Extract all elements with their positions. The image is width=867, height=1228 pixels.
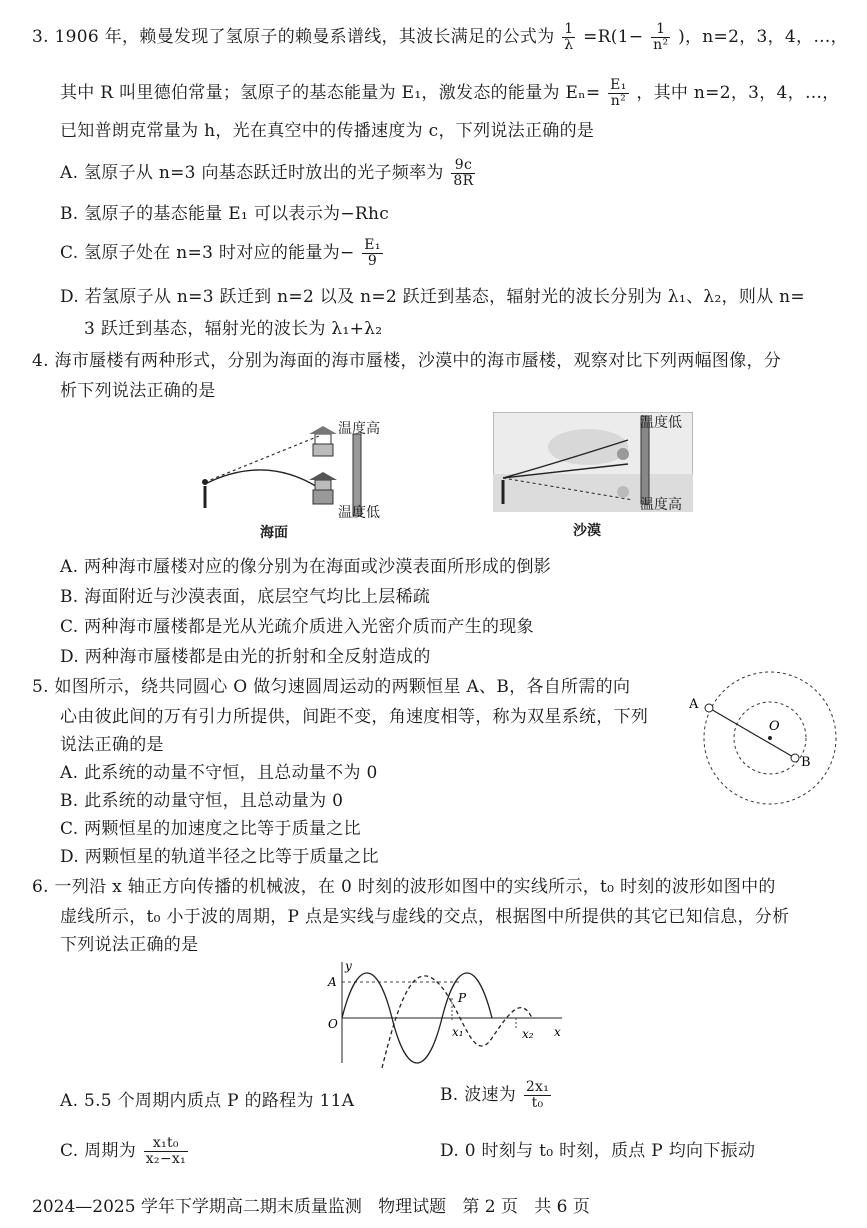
page-footer	[32, 1192, 590, 1217]
q5-option-b[interactable]: B. 此系统的动量守恒，且总动量为 0	[60, 791, 344, 811]
q4-option-c[interactable]: C. 两种海市蜃楼都是光从光疏介质进入光密介质而产生的现象	[60, 617, 534, 637]
frac-den: x₂−x₁	[145, 1151, 186, 1167]
point-p-label: P	[458, 991, 467, 1005]
q3-lhs-fraction	[562, 22, 575, 53]
q3-rhs: =R(1−	[583, 27, 644, 47]
origin-label: O	[328, 1017, 338, 1031]
frac-num: E₁	[610, 77, 627, 93]
q3-line1	[32, 22, 848, 53]
q3-intro: 3. 1906 年，赖曼发现了氢原子的赖曼系谱线，其波长满足的公式为	[32, 27, 555, 47]
q3-option-c[interactable]	[60, 238, 385, 269]
option-fraction	[362, 238, 382, 269]
footer-subject: 物理试题	[378, 1197, 447, 1217]
sea-top-label: 温度高	[338, 421, 380, 437]
y-axis-label: y	[345, 959, 352, 973]
option-text: C. 周期为	[60, 1141, 137, 1161]
observer-head	[202, 479, 208, 485]
light-ray-curve	[205, 470, 319, 488]
center-o	[768, 736, 772, 740]
footer-title: 2024—2025 学年下学期高二期末质量监测	[32, 1197, 362, 1217]
q3-option-a[interactable]	[60, 158, 477, 189]
amplitude-label: A	[328, 975, 337, 989]
frac-num: 1	[564, 21, 574, 37]
x1-label: x₁	[452, 1025, 464, 1039]
footer-total-pages: 共 6 页	[534, 1197, 590, 1217]
q4-option-b[interactable]: B. 海面附近与沙漠表面，底层空气均比上层稀疏	[60, 587, 431, 607]
option-text: B. 波速为	[440, 1085, 517, 1105]
option-fraction	[524, 1080, 551, 1111]
q4-option-a[interactable]: A. 两种海市蜃楼对应的像分别为在海面或沙漠表面所形成的倒影	[60, 557, 552, 577]
star-a-label: A	[689, 697, 699, 712]
sea-bottom-label: 温度低	[338, 505, 380, 521]
q3-line2	[60, 78, 840, 109]
option-fraction	[451, 158, 475, 189]
frac-den: t₀	[531, 1095, 544, 1111]
x2-label: x₂	[522, 1027, 534, 1041]
q6-line3: 下列说法正确的是	[60, 935, 199, 955]
frac-den: n²	[653, 37, 669, 53]
q5-line2: 心由彼此间的万有引力所提供，间距不变，角速度相等，称为双星系统，下列	[60, 707, 649, 727]
real-building	[309, 472, 337, 504]
option-text: A. 氢原子从 n=3 向基态跃迁时放出的光子频率为	[60, 163, 444, 183]
center-label: O	[769, 719, 780, 734]
q3-l2b: ，其中 n=2，3，4，…，	[636, 83, 840, 103]
q4-line2: 析下列说法正确的是	[60, 381, 216, 401]
tree-reflection	[617, 486, 629, 498]
q6-option-b[interactable]	[440, 1080, 553, 1111]
q6-line1: 6. 一列沿 x 轴正方向传播的机械波，在 0 时刻的波形如图中的实线所示，t₀ 时刻的波形如图中的	[32, 877, 776, 897]
tree-object	[617, 448, 629, 460]
star-a	[705, 704, 713, 712]
frac-num: 9c	[451, 158, 475, 174]
q6-option-a[interactable]: A. 5.5 个周期内质点 P 的路程为 11A	[60, 1091, 355, 1111]
cloud-shape	[548, 429, 628, 465]
q6-option-d[interactable]: D. 0 时刻与 t₀ 时刻，质点 P 均向下振动	[440, 1141, 756, 1161]
frac-num: 1	[651, 22, 670, 38]
frac-den: 8R	[453, 173, 474, 189]
q3-option-b[interactable]: B. 氢原子的基态能量 E₁ 可以表示为−Rhc	[60, 204, 390, 224]
q3-n-values: )，n=2，3，4，…，	[678, 27, 848, 47]
q6-line2: 虚线所示，t₀ 小于波的周期，P 点是实线与虚线的交点，根据图中所提供的其它已知信息，分析	[60, 907, 790, 927]
q4-line1: 4. 海市蜃楼有两种形式，分别为海面的海市蜃楼，沙漠中的海市蜃楼，观察对比下列两幅图像，分	[32, 351, 782, 371]
dashed-wave	[382, 976, 532, 1068]
desert-top-label: 温度低	[640, 415, 682, 431]
sea-caption: 海面	[260, 525, 288, 541]
mirage-building-image	[309, 426, 337, 456]
frac-num: E₁	[364, 237, 381, 253]
desert-bottom-label: 温度高	[640, 497, 682, 513]
frac-den: λ	[564, 37, 574, 53]
binary-star-figure	[675, 668, 865, 844]
frac-den: n²	[610, 93, 626, 109]
q3-l2a: 其中 R 叫里德伯常量；氢原子的基态能量为 E₁，激发态的能量为 Eₙ=	[60, 83, 601, 103]
x-axis-label: x	[554, 1025, 561, 1039]
footer-page-number: 第 2 页	[462, 1197, 518, 1217]
desert-caption: 沙漠	[573, 523, 601, 539]
option-fraction	[144, 1136, 188, 1167]
star-b-label: B	[801, 755, 811, 770]
q3-option-d-line2: 3 跃迁到基态，辐射光的波长为 λ₁+λ₂	[84, 319, 383, 339]
star-connector	[709, 708, 795, 758]
q3-option-d-line1[interactable]: D. 若氢原子从 n=3 跃迁到 n=2 以及 n=2 跃迁到基态，辐射光的波长分别为 λ₁、λ₂，则从 n=	[60, 287, 805, 307]
frac-num: 2x₁	[525, 1079, 550, 1095]
q5-option-c[interactable]: C. 两颗恒星的加速度之比等于质量之比	[60, 819, 361, 839]
q3-line3: 已知普朗克常量为 h，光在真空中的传播速度为 c，下列说法正确的是	[60, 121, 595, 141]
frac-num: x₁t₀	[144, 1136, 188, 1152]
q5-line3: 说法正确的是	[60, 735, 164, 755]
q5-option-d[interactable]: D. 两颗恒星的轨道半径之比等于质量之比	[60, 847, 379, 867]
frac-den: 9	[367, 253, 378, 269]
q3-rhs-fraction	[651, 22, 670, 53]
option-text: C. 氢原子处在 n=3 时对应的能量为−	[60, 243, 355, 263]
virtual-ray-line	[205, 436, 319, 482]
q6-option-c[interactable]	[60, 1136, 190, 1167]
wave-figure	[322, 958, 572, 1068]
q5-option-a[interactable]: A. 此系统的动量不守恒，且总动量不为 0	[60, 763, 378, 783]
q4-option-d[interactable]: D. 两种海市蜃楼都是由光的折射和全反射造成的	[60, 647, 431, 667]
q5-line1: 5. 如图所示，绕共同圆心 O 做匀速圆周运动的两颗恒星 A、B，各自所需的向	[32, 677, 631, 697]
q3-en-fraction	[608, 78, 628, 109]
sea-mirage-figure	[195, 418, 425, 538]
star-b	[791, 754, 799, 762]
